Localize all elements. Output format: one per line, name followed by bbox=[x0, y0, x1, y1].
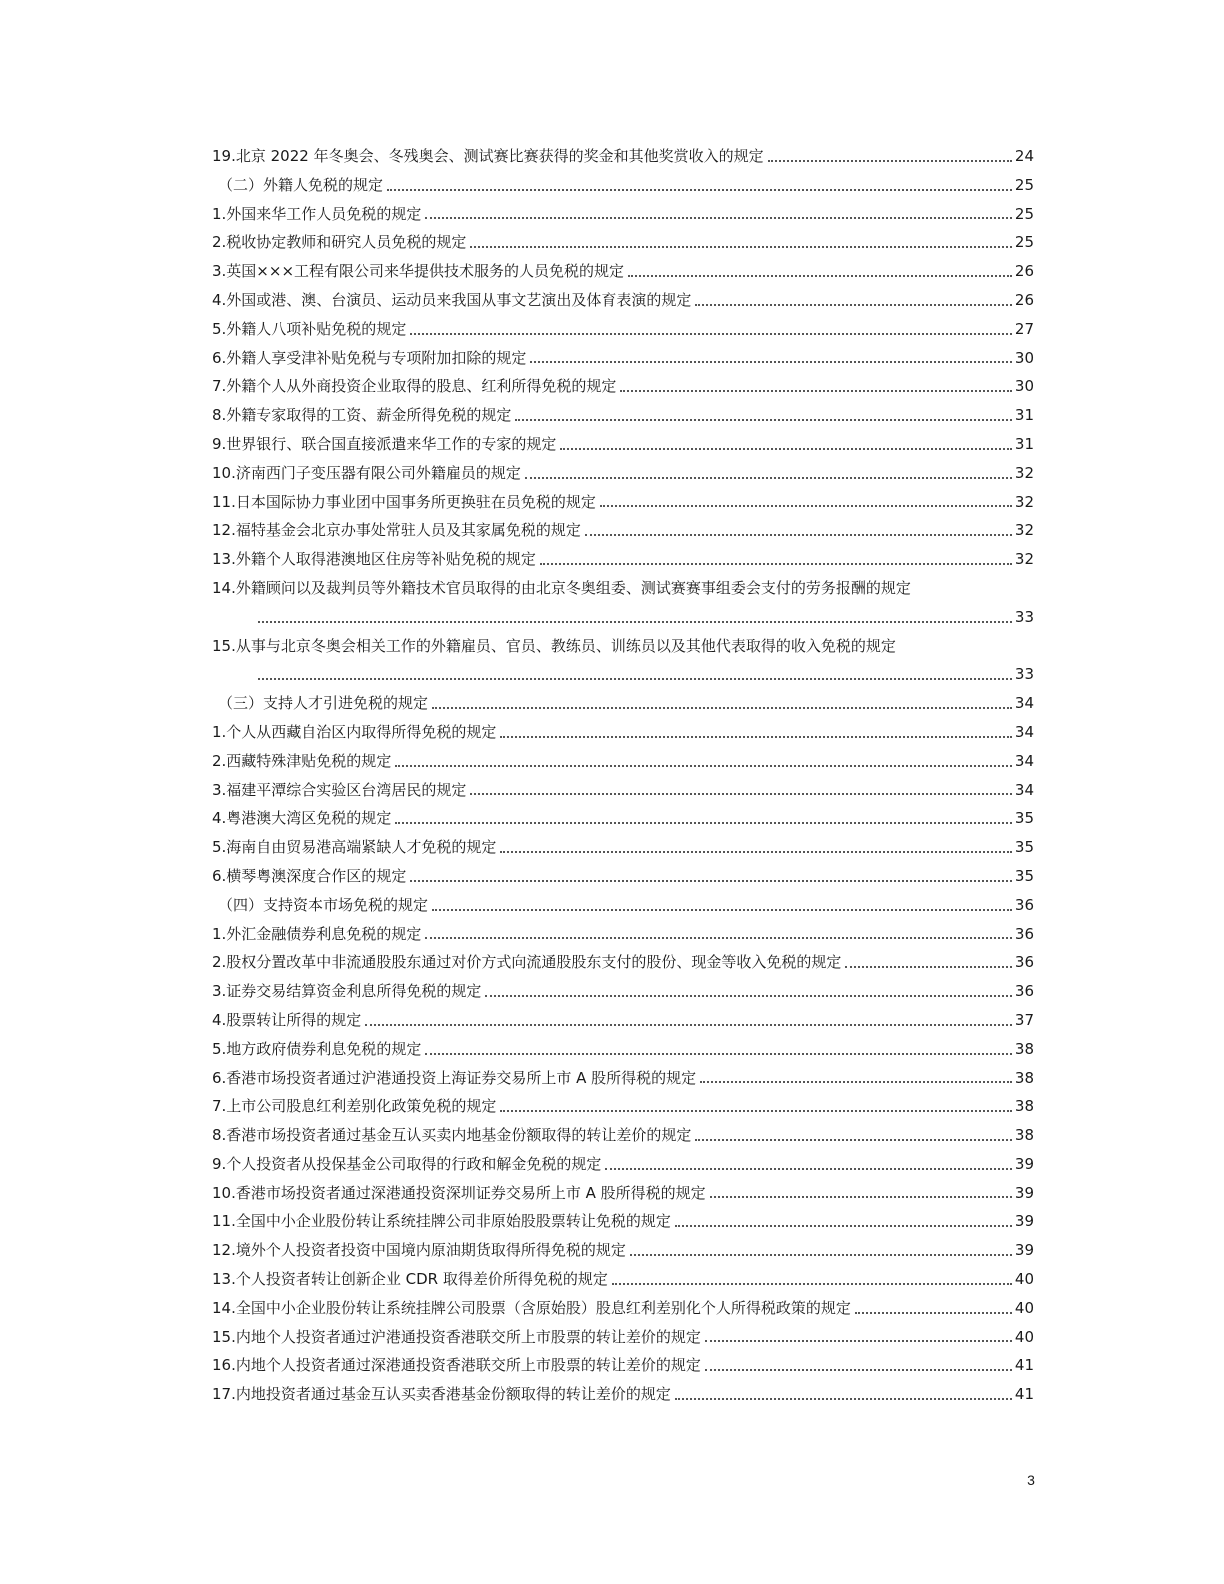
toc-entry[interactable] bbox=[212, 257, 1034, 286]
toc-entry[interactable] bbox=[212, 1064, 1034, 1093]
toc-entry[interactable] bbox=[212, 200, 1034, 229]
toc-entry[interactable] bbox=[212, 776, 1034, 805]
toc-entry-title: 2.税收协定教师和研究人员免税的规定 bbox=[212, 233, 467, 252]
toc-entry-title: 15.内地个人投资者通过沪港通投资香港联交所上市股票的转让差价的规定 bbox=[212, 1327, 701, 1346]
toc-entry[interactable] bbox=[212, 1150, 1034, 1179]
toc-entry[interactable] bbox=[212, 718, 1034, 747]
toc-entry-title: 10.香港市场投资者通过深港通投资深圳证券交易所上市 A 股所得税的规定 bbox=[212, 1183, 706, 1202]
dot-leader bbox=[395, 822, 1012, 824]
toc-entry-title: 2.西藏特殊津贴免税的规定 bbox=[212, 751, 392, 770]
toc-entry-title: 9.个人投资者从投保基金公司取得的行政和解金免税的规定 bbox=[212, 1154, 602, 1173]
dot-leader bbox=[500, 851, 1012, 853]
dot-leader bbox=[500, 736, 1012, 738]
toc-entry-page: 24 bbox=[1014, 147, 1034, 165]
toc-entry-title: 3.证券交易结算资金利息所得免税的规定 bbox=[212, 982, 482, 1001]
toc-entry[interactable] bbox=[212, 372, 1034, 401]
toc-entry[interactable] bbox=[212, 488, 1034, 517]
dot-leader bbox=[855, 1312, 1012, 1314]
toc-entry-title: 10.济南西门子变压器有限公司外籍雇员的规定 bbox=[212, 463, 521, 482]
toc-entry-title: （二）外籍人免税的规定 bbox=[218, 175, 384, 194]
toc-entry-page: 31 bbox=[1014, 406, 1034, 425]
toc-entry-title: 12.境外个人投资者投资中国境内原油期货取得所得免税的规定 bbox=[212, 1241, 626, 1260]
dot-leader bbox=[700, 1081, 1012, 1083]
toc-entry-page: 38 bbox=[1014, 1068, 1034, 1087]
toc-entry-title: 13.外籍个人取得港澳地区住房等补贴免税的规定 bbox=[212, 550, 536, 569]
toc-entry-page: 25 bbox=[1014, 175, 1034, 194]
toc-entry[interactable] bbox=[212, 833, 1034, 862]
dot-leader bbox=[560, 448, 1012, 450]
toc-entry-page: 38 bbox=[1014, 1097, 1034, 1116]
toc-entry[interactable] bbox=[212, 1380, 1034, 1409]
dot-leader bbox=[258, 621, 1012, 623]
toc-entry-title: 5.地方政府债券利息免税的规定 bbox=[212, 1039, 422, 1058]
dot-leader bbox=[620, 390, 1012, 392]
dot-leader bbox=[675, 1398, 1012, 1400]
toc-entry-continuation[interactable] bbox=[212, 603, 1034, 632]
toc-entry[interactable] bbox=[212, 862, 1034, 891]
dot-leader bbox=[705, 1369, 1012, 1371]
toc-entry[interactable] bbox=[212, 1006, 1034, 1035]
toc-entry[interactable] bbox=[212, 1351, 1034, 1380]
toc-entry-page: 36 bbox=[1014, 953, 1034, 972]
toc-entry-title: 15.从事与北京冬奥会相关工作的外籍雇员、官员、教练员、训练员以及其他代表取得的收入免税的规定 bbox=[212, 636, 896, 655]
toc-entry-page: 38 bbox=[1014, 1039, 1034, 1058]
toc-entry-page: 31 bbox=[1014, 434, 1034, 453]
toc-entry-page: 27 bbox=[1014, 319, 1034, 338]
toc-entry-title: 11.全国中小企业股份转让系统挂牌公司非原始股股票转让免税的规定 bbox=[212, 1212, 671, 1231]
toc-entry[interactable] bbox=[212, 344, 1034, 373]
toc-entry[interactable] bbox=[212, 1265, 1034, 1294]
dot-leader bbox=[258, 678, 1012, 680]
toc-entry-title: 7.外籍个人从外商投资企业取得的股息、红利所得免税的规定 bbox=[212, 377, 617, 396]
dot-leader bbox=[395, 765, 1012, 767]
table-of-contents bbox=[212, 142, 1034, 1409]
toc-entry-page: 39 bbox=[1014, 1241, 1034, 1260]
toc-entry[interactable] bbox=[212, 804, 1034, 833]
toc-entry-page: 35 bbox=[1014, 838, 1034, 857]
toc-entry-page: 40 bbox=[1014, 1327, 1034, 1346]
toc-entry-title: 1.外国来华工作人员免税的规定 bbox=[212, 204, 422, 223]
toc-entry-page: 41 bbox=[1014, 1385, 1034, 1404]
toc-entry-title: 9.世界银行、联合国直接派遣来华工作的专家的规定 bbox=[212, 434, 557, 453]
toc-entry-page: 40 bbox=[1014, 1270, 1034, 1289]
dot-leader bbox=[705, 1340, 1012, 1342]
dot-leader bbox=[600, 505, 1012, 507]
toc-entry-page: 37 bbox=[1014, 1010, 1034, 1029]
toc-entry-title: 5.外籍人八项补贴免税的规定 bbox=[212, 319, 407, 338]
toc-entry-page: 34 bbox=[1014, 694, 1034, 713]
toc-entry-page: 25 bbox=[1014, 233, 1034, 252]
toc-entry-page: 26 bbox=[1014, 290, 1034, 309]
toc-entry-title: 4.股票转让所得的规定 bbox=[212, 1010, 362, 1029]
toc-entry-title: 14.外籍顾问以及裁判员等外籍技术官员取得的由北京冬奥组委、测试赛赛事组委会支付的劳务报酬的规定 bbox=[212, 578, 911, 597]
toc-entry[interactable] bbox=[212, 401, 1034, 430]
toc-entry-page: 39 bbox=[1014, 1183, 1034, 1202]
toc-entry-title: 1.外汇金融债券利息免税的规定 bbox=[212, 924, 422, 943]
toc-entry-page: 36 bbox=[1014, 924, 1034, 943]
toc-entry-page: 35 bbox=[1014, 809, 1034, 828]
toc-section-heading[interactable] bbox=[212, 689, 1034, 718]
toc-entry[interactable] bbox=[212, 1323, 1034, 1352]
dot-leader bbox=[365, 1024, 1012, 1026]
toc-entry-title: 6.香港市场投资者通过沪港通投资上海证券交易所上市 A 股所得税的规定 bbox=[212, 1068, 697, 1087]
toc-entry-page: 33 bbox=[1014, 607, 1034, 626]
toc-entry-page: 32 bbox=[1014, 463, 1034, 482]
toc-entry-page: 41 bbox=[1014, 1356, 1034, 1375]
dot-leader bbox=[500, 1110, 1012, 1112]
dot-leader bbox=[695, 304, 1012, 306]
toc-entry-title: （三）支持人才引进免税的规定 bbox=[218, 694, 429, 713]
toc-entry-title: 3.福建平潭综合实验区台湾居民的规定 bbox=[212, 780, 467, 799]
toc-entry[interactable] bbox=[212, 632, 1034, 661]
dot-leader bbox=[515, 419, 1012, 421]
dot-leader bbox=[845, 966, 1012, 968]
dot-leader bbox=[470, 793, 1012, 795]
toc-entry[interactable] bbox=[212, 516, 1034, 545]
toc-entry[interactable] bbox=[212, 228, 1034, 257]
toc-entry-title: 2.股权分置改革中非流通股股东通过对价方式向流通股股东支付的股份、现金等收入免税的规定 bbox=[212, 953, 842, 972]
dot-leader bbox=[432, 909, 1012, 911]
toc-entry[interactable] bbox=[212, 920, 1034, 949]
toc-entry[interactable] bbox=[212, 1294, 1034, 1323]
toc-entry[interactable] bbox=[212, 142, 1034, 171]
toc-entry[interactable] bbox=[212, 430, 1034, 459]
toc-entry-page: 33 bbox=[1014, 665, 1034, 684]
dot-leader bbox=[425, 937, 1012, 939]
toc-entry-title: 4.外国或港、澳、台演员、运动员来我国从事文艺演出及体育表演的规定 bbox=[212, 290, 692, 309]
toc-entry-page: 30 bbox=[1014, 348, 1034, 367]
toc-entry-title: 6.横琴粤澳深度合作区的规定 bbox=[212, 866, 407, 885]
dot-leader bbox=[768, 160, 1012, 162]
toc-entry-title: 16.内地个人投资者通过深港通投资香港联交所上市股票的转让差价的规定 bbox=[212, 1356, 701, 1375]
dot-leader bbox=[585, 534, 1012, 536]
dot-leader bbox=[387, 189, 1012, 191]
toc-entry-title: 4.粤港澳大湾区免税的规定 bbox=[212, 809, 392, 828]
toc-entry-page: 26 bbox=[1014, 262, 1034, 281]
toc-entry[interactable] bbox=[212, 1179, 1034, 1208]
dot-leader bbox=[695, 1139, 1012, 1141]
toc-entry[interactable] bbox=[212, 1207, 1034, 1236]
toc-entry-page: 35 bbox=[1014, 866, 1034, 885]
toc-entry-title: 1.个人从西藏自治区内取得所得免税的规定 bbox=[212, 722, 497, 741]
toc-entry-title: 17.内地投资者通过基金互认买卖香港基金份额取得的转让差价的规定 bbox=[212, 1385, 671, 1404]
toc-entry[interactable] bbox=[212, 948, 1034, 977]
dot-leader bbox=[425, 217, 1012, 219]
toc-entry[interactable] bbox=[212, 1092, 1034, 1121]
dot-leader bbox=[470, 246, 1012, 248]
toc-entry-title: 7.上市公司股息红利差别化政策免税的规定 bbox=[212, 1097, 497, 1116]
toc-entry-page: 38 bbox=[1014, 1126, 1034, 1145]
toc-entry-title: 6.外籍人享受津补贴免税与专项附加扣除的规定 bbox=[212, 348, 527, 367]
toc-entry[interactable] bbox=[212, 286, 1034, 315]
dot-leader bbox=[540, 563, 1012, 565]
toc-section-heading[interactable] bbox=[212, 891, 1034, 920]
dot-leader bbox=[525, 477, 1012, 479]
toc-entry-page: 36 bbox=[1014, 982, 1034, 1001]
dot-leader bbox=[710, 1196, 1012, 1198]
dot-leader bbox=[410, 880, 1012, 882]
toc-entry-page: 36 bbox=[1014, 895, 1034, 914]
dot-leader bbox=[605, 1168, 1012, 1170]
toc-entry-title: （四）支持资本市场免税的规定 bbox=[218, 895, 429, 914]
dot-leader bbox=[675, 1225, 1012, 1227]
toc-entry-page: 40 bbox=[1014, 1298, 1034, 1317]
toc-entry-page: 30 bbox=[1014, 377, 1034, 396]
toc-entry-title: 19.北京 2022 年冬奥会、冬残奥会、测试赛比赛获得的奖金和其他奖赏收入的规定 bbox=[212, 147, 764, 165]
dot-leader bbox=[530, 361, 1012, 363]
toc-entry[interactable] bbox=[212, 315, 1034, 344]
toc-entry[interactable] bbox=[212, 574, 1034, 603]
toc-entry[interactable] bbox=[212, 1035, 1034, 1064]
toc-entry-page: 32 bbox=[1014, 492, 1034, 511]
dot-leader bbox=[628, 275, 1012, 277]
dot-leader bbox=[425, 1053, 1012, 1055]
toc-section-heading[interactable] bbox=[212, 171, 1034, 200]
dot-leader bbox=[612, 1283, 1012, 1285]
toc-entry-page: 39 bbox=[1014, 1212, 1034, 1231]
toc-entry-title: 8.外籍专家取得的工资、薪金所得免税的规定 bbox=[212, 406, 512, 425]
toc-entry[interactable] bbox=[212, 545, 1034, 574]
toc-entry-title: 8.香港市场投资者通过基金互认买卖内地基金份额取得的转让差价的规定 bbox=[212, 1126, 692, 1145]
toc-entry-page: 34 bbox=[1014, 751, 1034, 770]
toc-entry-page: 32 bbox=[1014, 550, 1034, 569]
toc-entry-page: 32 bbox=[1014, 521, 1034, 540]
toc-entry-title: 14.全国中小企业股份转让系统挂牌公司股票（含原始股）股息红利差别化个人所得税政策的规定 bbox=[212, 1298, 851, 1317]
toc-entry[interactable] bbox=[212, 977, 1034, 1006]
dot-leader bbox=[410, 333, 1012, 335]
toc-entry-title: 5.海南自由贸易港高端紧缺人才免税的规定 bbox=[212, 838, 497, 857]
toc-entry-title: 12.福特基金会北京办事处常驻人员及其家属免税的规定 bbox=[212, 521, 581, 540]
dot-leader bbox=[432, 707, 1012, 709]
toc-entry[interactable] bbox=[212, 1121, 1034, 1150]
page-number: 3 bbox=[1027, 1472, 1035, 1488]
toc-entry-title: 13.个人投资者转让创新企业 CDR 取得差价所得免税的规定 bbox=[212, 1270, 608, 1289]
toc-entry-title: 3.英国×××工程有限公司来华提供技术服务的人员免税的规定 bbox=[212, 262, 625, 281]
toc-entry-title: 11.日本国际协力事业团中国事务所更换驻在员免税的规定 bbox=[212, 492, 596, 511]
toc-entry[interactable] bbox=[212, 1236, 1034, 1265]
toc-entry-page: 34 bbox=[1014, 722, 1034, 741]
dot-leader bbox=[630, 1254, 1012, 1256]
dot-leader bbox=[485, 995, 1012, 997]
toc-entry[interactable] bbox=[212, 747, 1034, 776]
toc-entry-page: 39 bbox=[1014, 1154, 1034, 1173]
toc-entry[interactable] bbox=[212, 459, 1034, 488]
toc-entry-continuation[interactable] bbox=[212, 660, 1034, 689]
toc-entry-page: 34 bbox=[1014, 780, 1034, 799]
toc-entry-page: 25 bbox=[1014, 204, 1034, 223]
